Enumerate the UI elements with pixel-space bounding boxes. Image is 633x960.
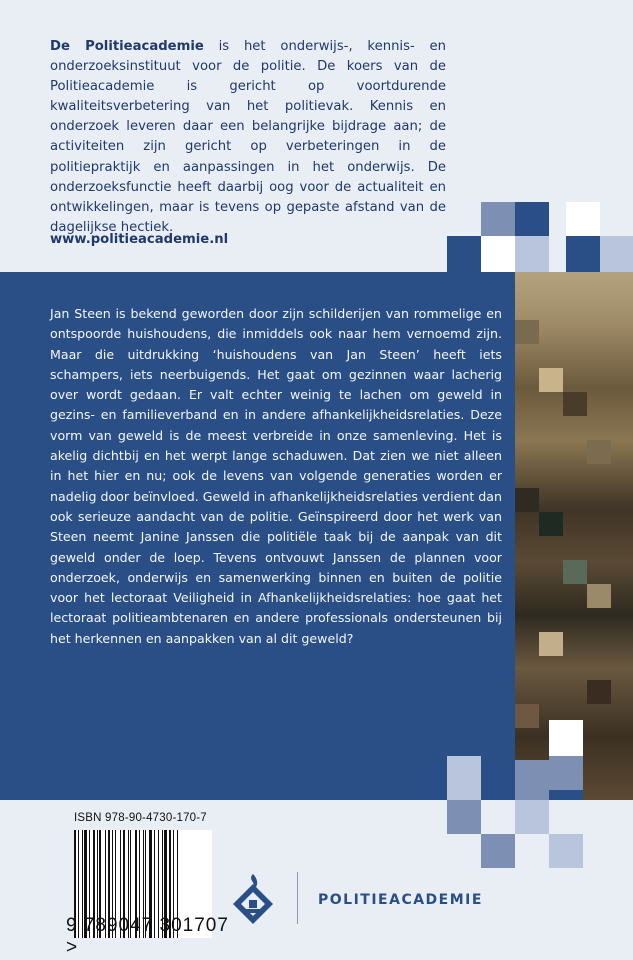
- painting-pixel: [515, 488, 539, 512]
- painting-pixel: [587, 440, 611, 464]
- deco-square: [549, 720, 583, 756]
- painting-pixel: [539, 368, 563, 392]
- brand-name: POLITIEACADEMIE: [318, 892, 483, 908]
- institute-name: De Politieacademie: [50, 39, 204, 54]
- painting-pixel: [563, 560, 587, 584]
- painting-pixel: [587, 680, 611, 704]
- deco-square: [515, 236, 549, 272]
- deco-square: [515, 800, 549, 834]
- deco-square: [447, 236, 481, 272]
- website-url: www.politieacademie.nl: [50, 232, 229, 247]
- deco-square: [481, 834, 515, 868]
- institute-intro: [50, 37, 446, 238]
- painting-pixel: [539, 632, 563, 656]
- painting-pixel: [587, 584, 611, 608]
- painting-pixel: [515, 320, 539, 344]
- deco-square: [447, 800, 481, 834]
- back-cover-blurb: [50, 304, 502, 649]
- police-flame-logo-icon: [230, 870, 276, 928]
- barcode-digits: 9 789047 301707 >: [66, 915, 229, 958]
- logo-divider: [297, 872, 298, 924]
- deco-square: [515, 760, 549, 800]
- painting-pixel: [539, 512, 563, 536]
- deco-square: [549, 756, 583, 790]
- deco-square: [481, 202, 515, 236]
- deco-square: [549, 790, 583, 800]
- deco-square: [600, 236, 633, 272]
- deco-square: [566, 202, 600, 236]
- isbn-barcode: [66, 812, 236, 958]
- deco-square: [549, 834, 583, 868]
- deco-square: [447, 756, 481, 800]
- deco-square: [481, 236, 515, 272]
- blurb-paragraph: Jan Steen is bekend geworden door zijn schilderijen van rommelige en ontspoorde huishoudens, die inmiddels ook naar hem vernoemd zijn. Maar die uitdrukking ‘huishoudens van Jan Steen’ heeft iets schampers, iets neerbuigends. Het gaat om gezinnen waar lacherig over wordt gedaan. Er valt echter weinig te lachen om geweld in gezins- en familieverband en in andere afhankelijkheidsrelaties. Deze vorm van geweld is de meest verbreide in onze samenleving. Het is akelig dichtbij en het werpt lange schaduwen. Dat zien we niet alleen in het hier en nu; ook de levens van volgende generaties worden er nadelig door beïnvloed. Geweld in afhankelijkheidsrelaties verdient dan ook serieuze aandacht van de politie. Geïnspireerd door het werk van Steen neemt Janine Janssen die politiële taak bij de aanpak van dit geweld onder de loep. Tevens ontvouwt Janssen de plannen voor onderzoek, onderwijs en samenwerking binnen en buiten de politie voor het lectoraat Veiligheid in Afhankelijkheidsrelaties: hoe gaat het lectoraat politieambtenaren en andere professionals ondersteunen bij het herkennen en aanpakken van al dit geweld?: [50, 306, 502, 646]
- isbn-label: ISBN 978-90-4730-170-7: [74, 812, 207, 824]
- painting-pixel: [515, 704, 539, 728]
- deco-square: [566, 236, 600, 272]
- institute-description: is het onderwijs-, kennis- en onderzoeksinstituut voor de politie. De koers van de Politieacademie is gericht op voortdurende kwaliteitsverbetering van het politievak. Kennis en onderzoek leveren daar een belangrijke bijdrage aan; de activiteiten zijn gericht op verbeteringen in de politiepraktijk en aanpassingen in het onderwijs. De onderzoeksfunctie heeft daarbij oog voor de actualiteit en ontwikkelingen, maar is tevens op gepaste afstand van de dagelijkse hectiek.: [50, 39, 446, 235]
- painting-pixel: [563, 392, 587, 416]
- deco-square: [515, 202, 549, 236]
